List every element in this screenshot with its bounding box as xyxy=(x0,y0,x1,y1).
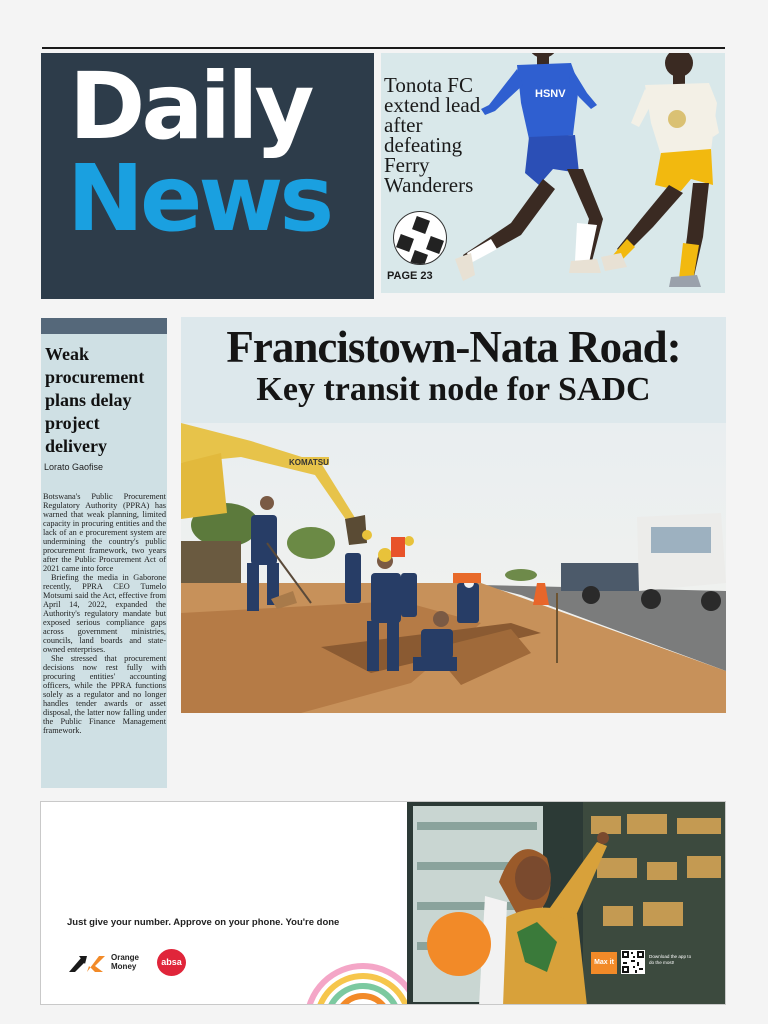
masthead-title-daily: Daily xyxy=(69,53,311,160)
download-app-text: Download the app to do the most! xyxy=(649,954,692,965)
top-rule xyxy=(42,47,725,49)
absa-logo: absa xyxy=(157,949,186,976)
max-it-app-badge[interactable]: Max it xyxy=(591,952,617,974)
orange-money-label: Orange Money xyxy=(111,953,140,971)
advertisement-banner[interactable] xyxy=(40,801,726,1005)
sports-teaser[interactable] xyxy=(381,53,725,293)
jersey-text: HSNV xyxy=(535,88,566,100)
orange-money-logo-icon xyxy=(67,952,107,974)
sidebar-story-title[interactable]: Weak procurement plans delay project delivery xyxy=(45,344,145,456)
road-construction-photo xyxy=(181,423,726,713)
sidebar-accent-bar xyxy=(41,318,167,334)
lead-story[interactable] xyxy=(181,317,726,713)
sidebar-story-byline: Lorato Gaofise xyxy=(44,462,104,472)
football-icon xyxy=(393,211,447,265)
sidebar-story-paragraph: She stressed that procurement decisions now rest fully with procuring entities' accounting officers, while the PPRA functions solely as a regulator and no longer handles tender awards or asset disposal, the latter now falling under the Public Finance Management framework. xyxy=(43,654,166,735)
sidebar-story-paragraph: Briefing the media in Gaborone recently, PPRA CEO Tumelo Motsumi said the Act, effective from April 14, 2022, expanded the Authority's regulatory mandate but exposed serious compliance gaps across government ministries, councils, land boards and state-owned enterprises. xyxy=(43,573,166,654)
lead-story-headline[interactable]: Francistown-Nata Road: xyxy=(226,322,681,372)
masthead-title-news: News xyxy=(67,145,331,252)
player-white-kit-image xyxy=(561,53,721,293)
page-reference[interactable]: PAGE 23 xyxy=(387,270,433,282)
masthead xyxy=(41,53,374,299)
orange-circle-graphic xyxy=(427,912,491,976)
rainbow-graphic xyxy=(303,942,423,1005)
sports-teaser-headline[interactable]: Tonota FC extend lead after defeating Ferry Wanderers xyxy=(384,73,481,197)
lead-story-subheadline[interactable]: Key transit node for SADC xyxy=(256,371,651,408)
ad-tagline: Just give your number. Approve on your phone. You're done xyxy=(67,917,340,928)
qr-code-icon[interactable] xyxy=(621,950,645,974)
sidebar-story[interactable] xyxy=(41,334,167,788)
sidebar-story-paragraph: Botswana's Public Procurement Regulatory Authority (PPRA) has warned that weak planning, limited capacity in procuring entities and the lack of an e procurement system are undermining the country's public procurement framework, two years after the Public Procurement Act of 2021 came into force xyxy=(43,492,166,573)
excavator-brand-text: KOMATSU xyxy=(289,458,329,467)
sidebar-story-body xyxy=(43,492,166,735)
